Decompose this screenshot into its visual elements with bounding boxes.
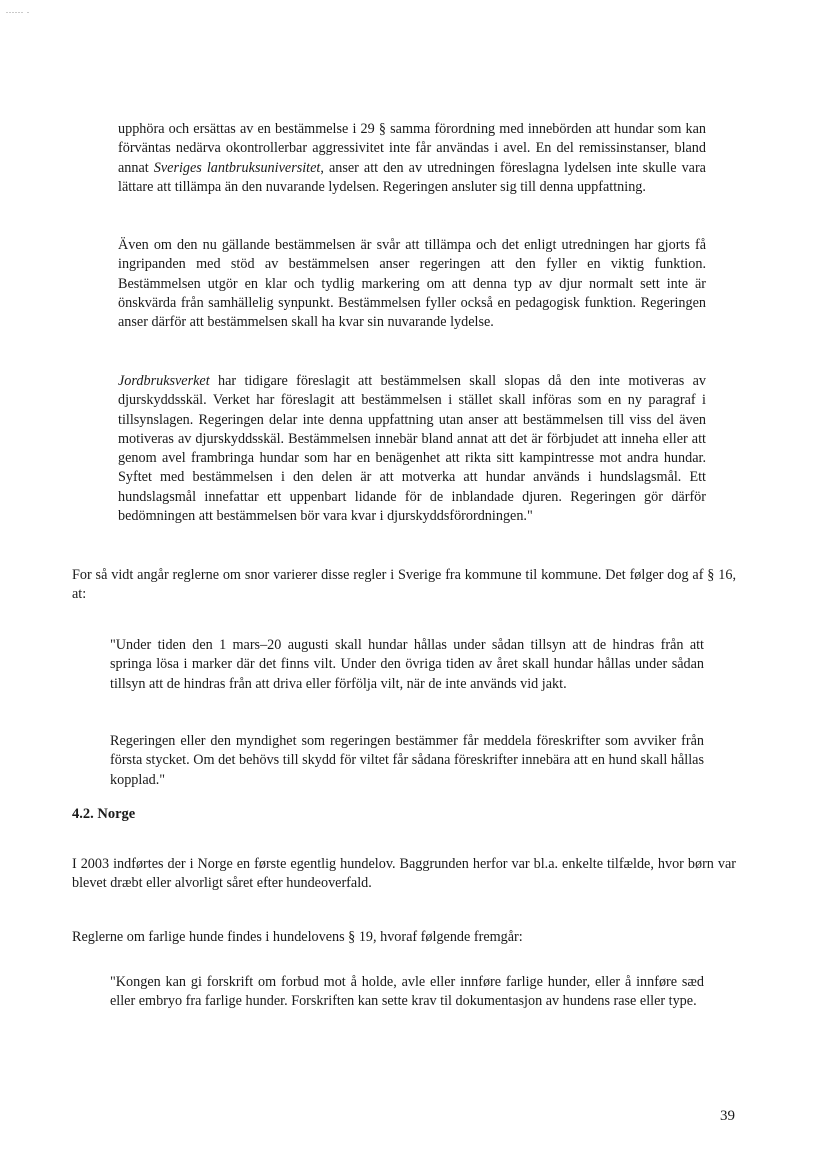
paragraph-hundelov: I 2003 indførtes der i Norge en første egentlig hundelov. Baggrunden herfor var bl.a. enkelte tilfælde, hvor børn var blevet dræbt eller alvorligt såret efter hundeoverfald. xyxy=(72,856,736,892)
quote-paragraph-kongen: "Kongen kan gi forskrift om forbud mot å holde, avle eller innføre farlige hunder, eller å innføre sæd eller embryo fra farlige hunder. Forskriften kan sette krav til dokumentasjon av hundens rase eller type. xyxy=(110,974,704,1010)
quote-paragraph-tillsyn: "Under tiden den 1 mars–20 augusti skall hundar hållas under sådan tillsyn att de hindras från att springa lösa i marker där det finns vilt. Under den övriga tiden av året skall hundar hållas under sådan tillsyn att de hindras från att driva eller förfölja vilt, när de inte används vid jakt. xyxy=(110,637,704,692)
quote-text: har tidigare föreslagit att bestämmelsen skall slopas då den inte motiveras av djurskyddsskäl. Verket har föreslagit att bestämmelsen i stället skall införas som en ny paragraf i tillsynslagen. Regeringen delar inte denna uppfattning utan anser att bestämmelsen till viss del även motiveras av djurskyddsskäl. Bestämmelsen innebär bland annat att det är förbjudet att inneha eller att genom avel frambringa hundar som har en benägenhet att rikta sitt kampintresse mot andra hundar. Syftet med bestämmelsen i den delen är att motverka att hundar används i hundslagsmål. Ett hundslagsmål innefattar ett uppenbart lidande för de inblandade djuren. Regeringen gör därför bedömningen att bestämmelsen bör vara kvar i djurskyddsförordningen." xyxy=(118,373,706,525)
page-number: 39 xyxy=(720,1108,735,1124)
quote-italic-jordbruksverket: Jordbruksverket xyxy=(118,373,210,389)
quote-paragraph-foreskrifter: Regeringen eller den myndighet som regeringen bestämmer får meddela föreskrifter som avviker från första stycket. Om det behövs till skydd för viltet får sådana föreskrifter innebära att en hund skall hållas kopplad." xyxy=(110,733,704,788)
quote-italic-slu: Sveriges lantbruksuniversitet xyxy=(153,159,321,176)
paragraph-snor: For så vidt angår reglerne om snor varierer disse regler i Sverige fra kommune til kommune. Det følger dog af § 16, at: xyxy=(72,567,736,603)
paragraph-farlige-hunde: Reglerne om farlige hunde findes i hundelovens § 19, hvoraf følgende fremgår: xyxy=(72,929,523,945)
quote-paragraph-jordbruksverket xyxy=(118,372,706,526)
quote-paragraph-avel xyxy=(118,120,706,197)
quote-paragraph-funktion: Även om den nu gällande bestämmelsen är svår att tillämpa och det enligt utredningen har gjorts få ingripanden med stöd av bestämmelsen anser regeringen att den fyller en viktig funktion. Bestämmelsen utgör en klar och tydlig markering om att denna typ av djur normalt sett inte är önskvärda från samhällelig synpunkt. Bestämmelsen fyller också en pedagogisk funktion. Regeringen anser därför att bestämmelsen skall ha kvar sin nuvarande lydelse. xyxy=(118,237,706,331)
quote-text: upphöra och ersättas av en bestämmelse i 29 § samma förordning med innebörden att hundar som kan förväntas nedärva okontrollerbar aggressivitet inte får användas i avel. En del remissinstanser, bland annat xyxy=(118,121,706,176)
corner-mark: ...... . xyxy=(6,6,30,15)
section-heading-norge: 4.2. Norge xyxy=(72,806,136,822)
quote-text: , anser att den av utredningen föreslagna lydelsen inte skulle vara lättare att tillämpa än den nuvarande lydelsen. Regeringen ansluter sig till denna uppfattning. xyxy=(118,159,706,195)
